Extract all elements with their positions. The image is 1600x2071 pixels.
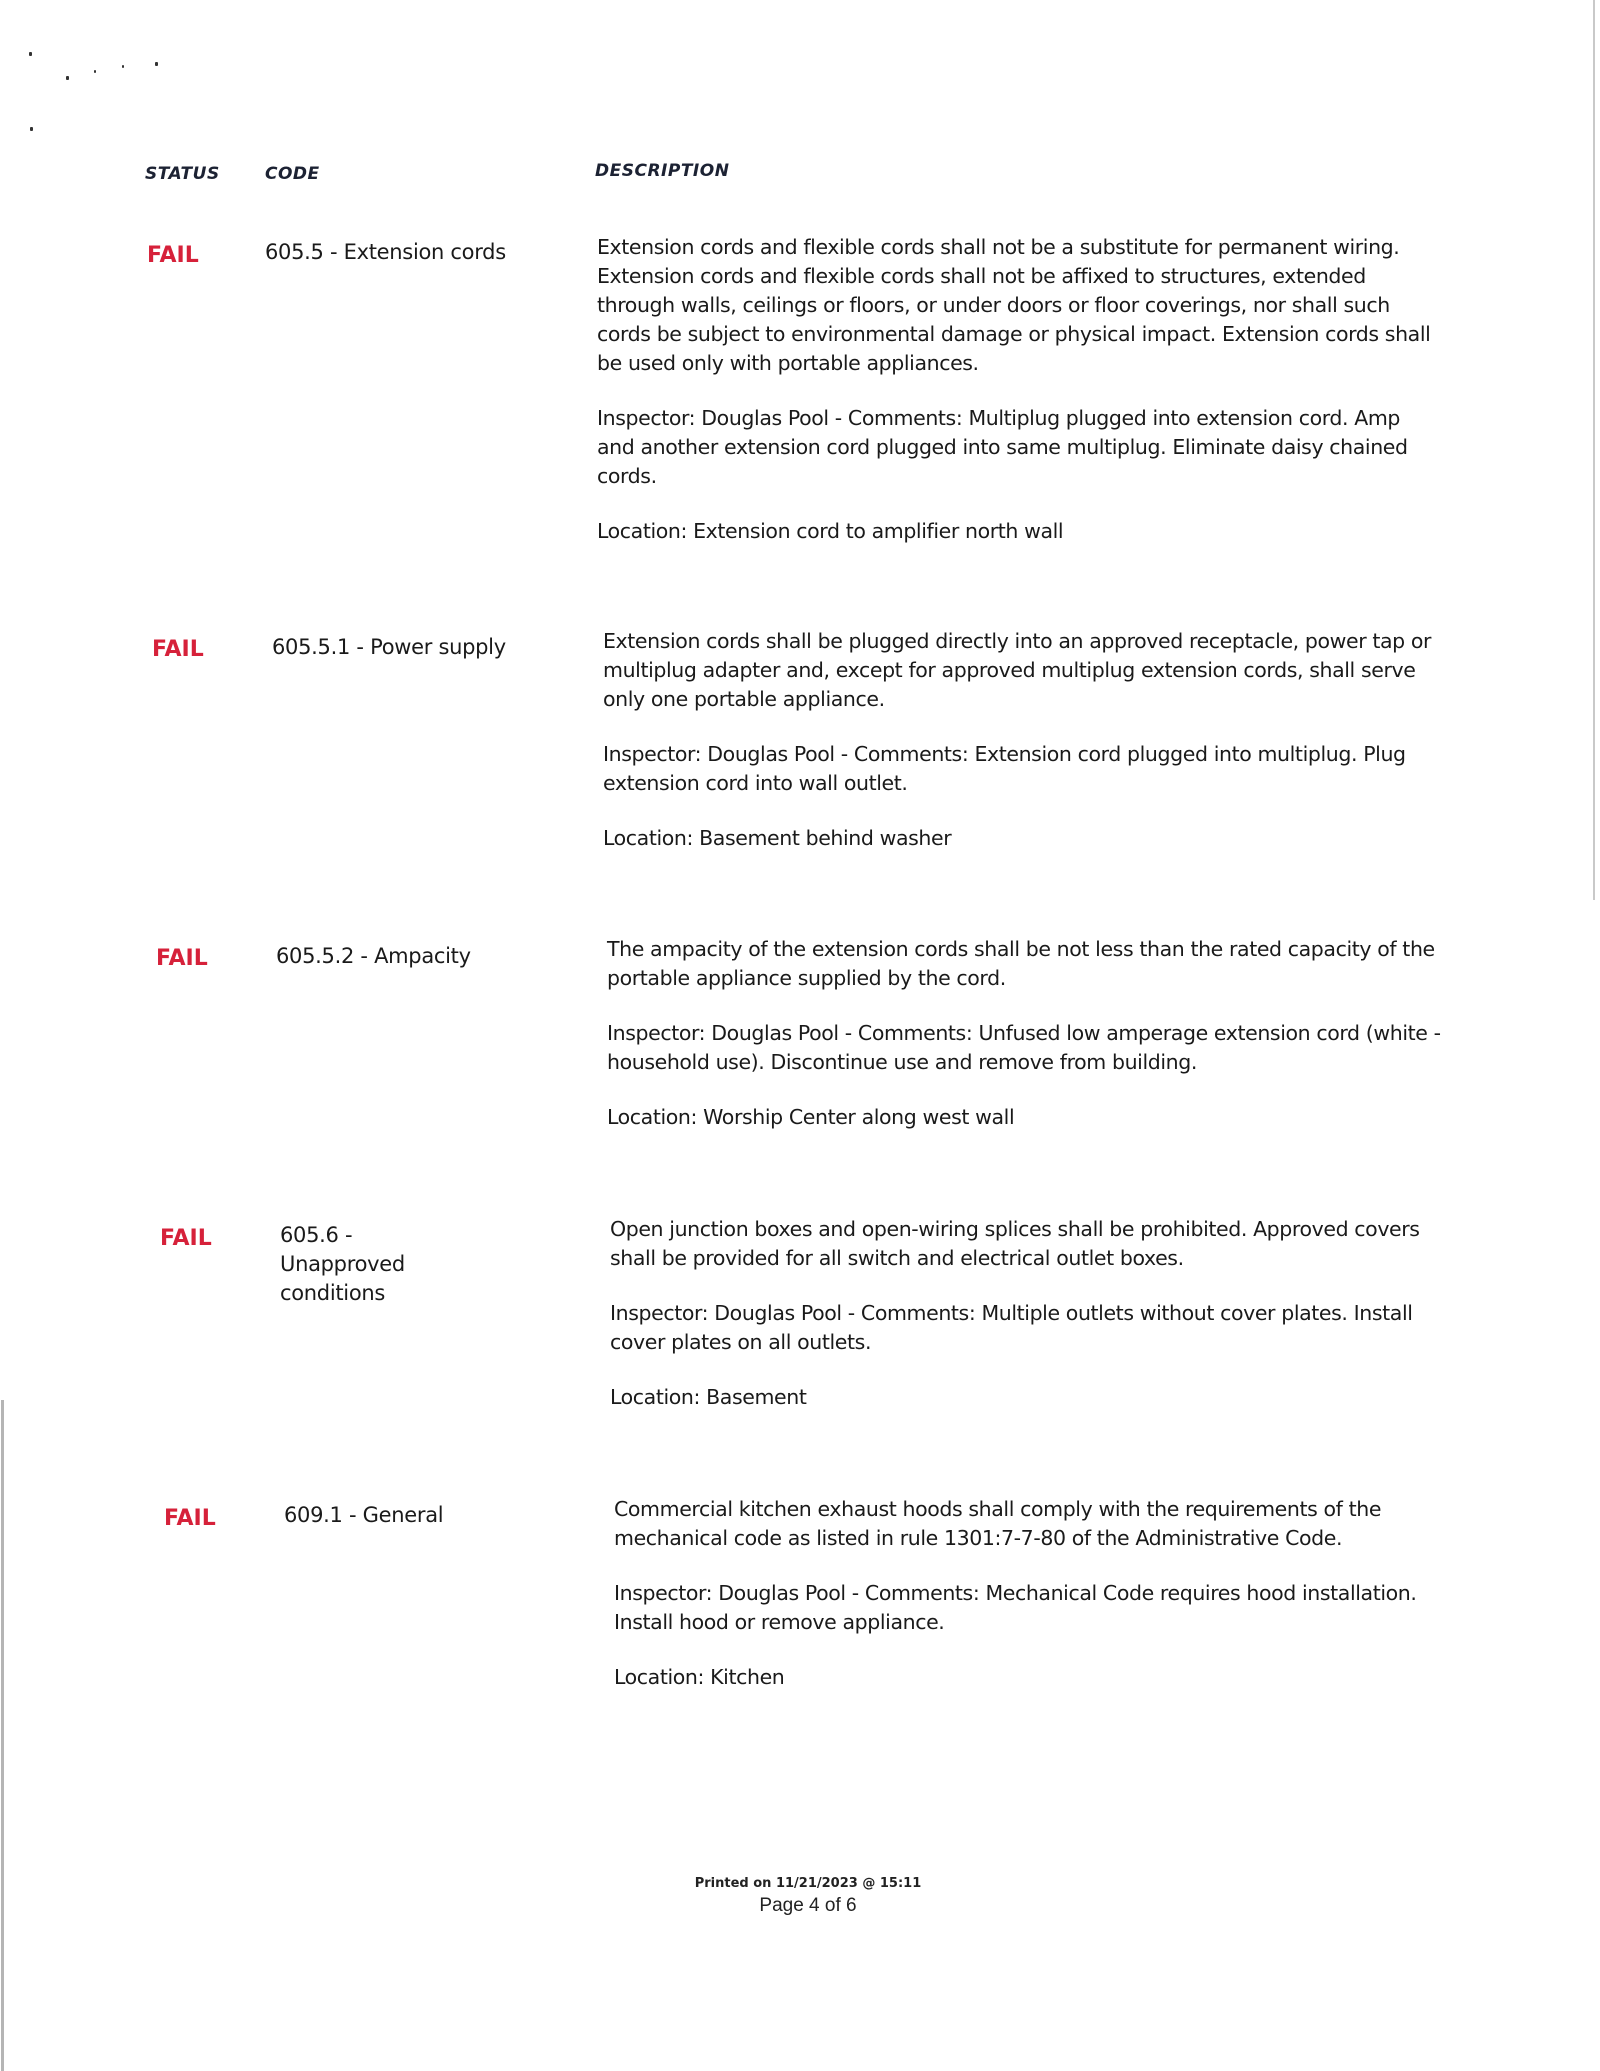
violation-description-block [607,935,1447,1158]
violation-code: 605.5 - Extension cords [265,240,506,264]
status-badge: FAIL [147,243,199,268]
scan-speck [94,70,96,73]
scan-speck [66,76,69,80]
violation-description-block [614,1495,1454,1718]
column-header-status: STATUS [145,164,220,184]
code-description: Extension cords shall be plugged directly into an approved receptacle, power tap or multiplug adapter and, except for approved multiplug extension cords, shall serve only one portable appliance. [603,629,1432,711]
scan-edge-left [1,1400,4,2071]
violation-code: 605.6 - Unapproved conditions [280,1223,405,1305]
violation-description-block [597,233,1437,572]
location: Location: Extension cord to amplifier north wall [597,519,1064,543]
code-description: Commercial kitchen exhaust hoods shall comply with the requirements of the mechanical code as listed in rule 1301:7-7-80 of the Administrative Code. [614,1497,1382,1550]
code-description: Open junction boxes and open-wiring splices shall be prohibited. Approved covers shall be provided for all switch and electrical outlet boxes. [610,1217,1420,1270]
inspector-comments: Inspector: Douglas Pool - Comments: Mechanical Code requires hood installation. Install hood or remove appliance. [614,1581,1417,1634]
status-badge: FAIL [156,946,208,971]
violation-code: 605.5.1 - Power supply [272,635,506,659]
location: Location: Basement [610,1385,807,1409]
violation-description-block [603,627,1443,879]
scan-speck [30,127,33,131]
column-header-description: DESCRIPTION [595,161,730,181]
violation-code: 605.5.2 - Ampacity [276,944,471,968]
violation-code: 609.1 - General [284,1503,444,1527]
scan-speck [122,65,124,68]
code-description: The ampacity of the extension cords shall be not less than the rated capacity of the portable appliance supplied by the cord. [607,937,1435,990]
inspector-comments: Inspector: Douglas Pool - Comments: Multiple outlets without cover plates. Install cover plates on all outlets. [610,1301,1413,1354]
scan-edge-right [1593,0,1595,900]
scan-speck [29,52,32,56]
location: Location: Basement behind washer [603,826,952,850]
scan-speck [155,62,158,66]
status-badge: FAIL [152,637,204,662]
violation-description-block [610,1215,1450,1438]
code-description: Extension cords and flexible cords shall not be a substitute for permanent wiring. Extension cords and flexible cords shall not be affixed to structures, extended through walls, ceilings or floors, or under doors or floor coverings, nor shall such cords be subject to environmental damage or physical impact. Extension cords shall be used only with portable appliances. [597,235,1431,375]
page-number: Page 4 of 6 [759,1895,857,1916]
inspector-comments: Inspector: Douglas Pool - Comments: Unfused low amperage extension cord (white - household use). Discontinue use and remove from building. [607,1021,1441,1074]
printed-timestamp: Printed on 11/21/2023 @ 15:11 [694,1876,922,1891]
status-badge: FAIL [160,1226,212,1251]
status-badge: FAIL [164,1506,216,1531]
location: Location: Worship Center along west wall [607,1105,1015,1129]
inspector-comments: Inspector: Douglas Pool - Comments: Multiplug plugged into extension cord. Amp and another extension cord plugged into same multiplug. Eliminate daisy chained cords. [597,406,1408,488]
inspector-comments: Inspector: Douglas Pool - Comments: Extension cord plugged into multiplug. Plug extension cord into wall outlet. [603,742,1406,795]
location: Location: Kitchen [614,1665,785,1689]
column-header-code: CODE [265,164,320,184]
